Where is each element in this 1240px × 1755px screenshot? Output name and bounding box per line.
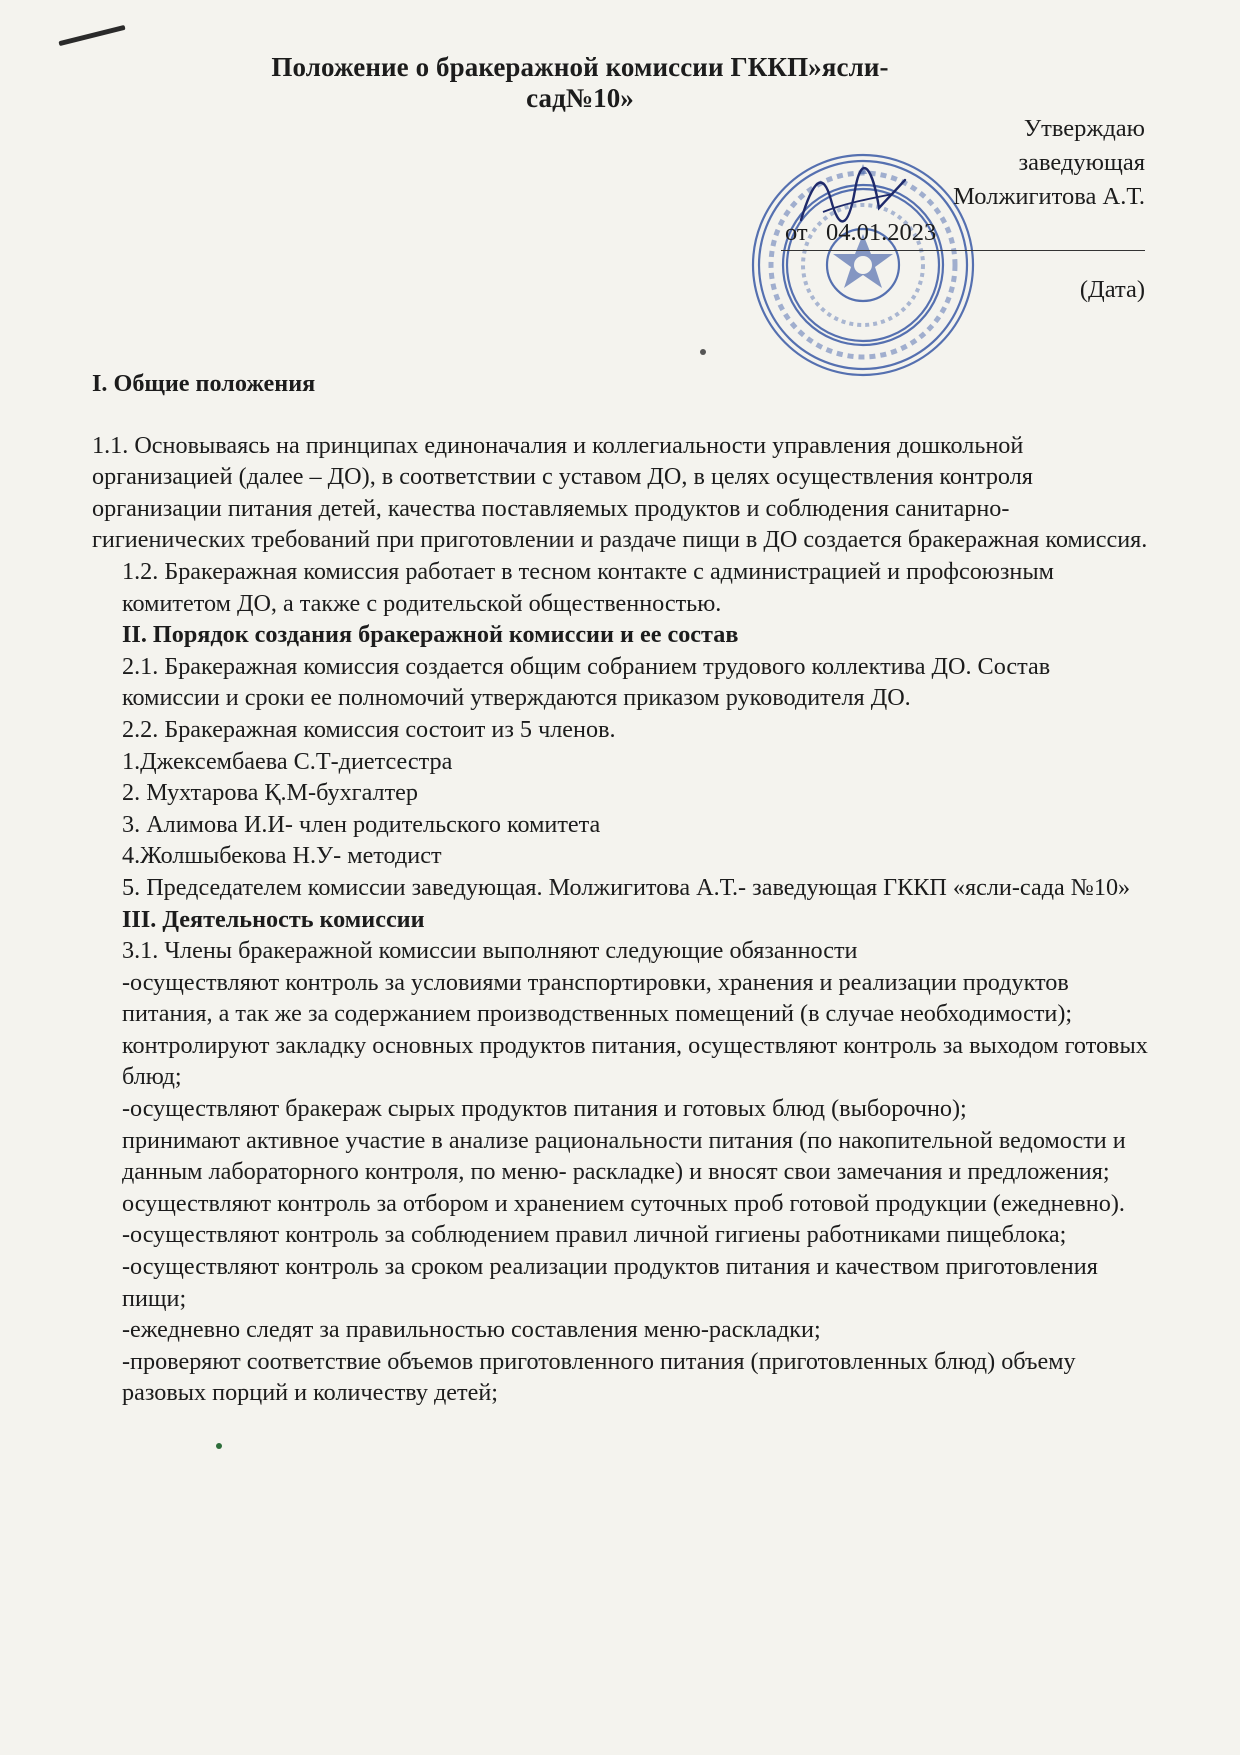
document-title: Положение о бракеражной комиссии ГККП»ясли-сад№10» (271, 52, 889, 113)
approval-date: 04.01.2023 (826, 219, 937, 246)
paragraph: 1.2. Бракеражная комиссия работает в тесном контакте с администрацией и профсоюзным комитетом ДО, а также с родительской общественностью. (122, 557, 1054, 617)
approval-approve: Утверждаю (1023, 115, 1145, 142)
duty-item: -осуществляют контроль за сроком реализации продуктов питания и качеством приготовления пищи; (122, 1253, 1098, 1312)
member-item: 4.Жолшыбекова Н.У- методист (122, 842, 442, 870)
date-caption: (Дата) (1079, 276, 1145, 303)
member-item: 2. Мухтарова Қ.М-бухгалтер (122, 779, 419, 807)
duty-item: -осуществляют контроль за соблюдением правил личной гигиены работниками пищеблока; (122, 1221, 1067, 1249)
paragraph: 2.1. Бракеражная комиссия создается общим собранием трудового коллектива ДО. Состав комиссии и сроки ее полномочий утверждаются приказом руководителя ДО. (122, 652, 1051, 712)
member-item: 5. Председателем комиссии заведующая. Молжигитова А.Т.- заведующая ГККП «ясли-сада №10» (122, 873, 1131, 901)
duty-item: принимают активное участие в анализе рациональности питания (по накопительной ведомости и данным лабораторного контроля, по меню- раскладке) и вносят свои замечания и предложения; (122, 1126, 1126, 1186)
paragraph: 3.1. Члены бракеражной комиссии выполняют следующие обязанности (122, 937, 858, 965)
duty-item: -осуществляют контроль за условиями транспортировки, хранения и реализации продуктов питания, а так же за содержанием производственных помещений (в случае необходимости); (122, 968, 1073, 1028)
duty-item: -ежедневно следят за правильностью составления меню-раскладки; (122, 1316, 821, 1344)
paragraph: 2.2. Бракеражная комиссия состоит из 5 членов. (122, 715, 616, 743)
section-heading: II. Порядок создания бракеражной комиссии и ее состав (122, 621, 739, 649)
section-heading: III. Деятельность комиссии (122, 905, 425, 933)
member-item: 3. Алимова И.И- член родительского комитета (122, 810, 601, 838)
approval-date-line (725, 216, 1145, 251)
duty-item: -проверяют соответствие объемов приготовленного питания (приготовленных блюд) объему разовых порций и количеству детей; (122, 1347, 1076, 1407)
paragraph: 1.1. Основываясь на принципах единоначалия и коллегиальности управления дошкольной организацией (далее – ДО), в соответствии с уставом ДО, в целях осуществления контроля организации питания детей, качества поставляемых продуктов и соблюдения санитарно-гигиенических требований при приготовлении и раздаче пищи в ДО создается бракеражная комиссия. (92, 431, 1148, 554)
document-body (92, 368, 1152, 1409)
scan-mark (58, 25, 125, 46)
section-heading: I. Общие положения (92, 370, 316, 397)
approval-position: заведующая (1018, 149, 1145, 176)
date-prefix: от (785, 219, 808, 246)
ink-dot (700, 349, 706, 355)
ink-dot (216, 1443, 222, 1449)
duty-item: осуществляют контроль за отбором и хранением суточных проб готовой продукции (ежедневно). (122, 1189, 1125, 1217)
duty-item: контролируют закладку основных продуктов питания, осуществляют контроль за выходом готовых блюд; (122, 1031, 1148, 1091)
member-item: 1.Джексембаева С.Т-диетсестра (122, 747, 453, 775)
approval-name: Молжигитова А.Т. (953, 183, 1145, 210)
approval-block (725, 112, 1145, 307)
duty-item: -осуществляют бракераж сырых продуктов питания и готовых блюд (выборочно); (122, 1095, 967, 1123)
